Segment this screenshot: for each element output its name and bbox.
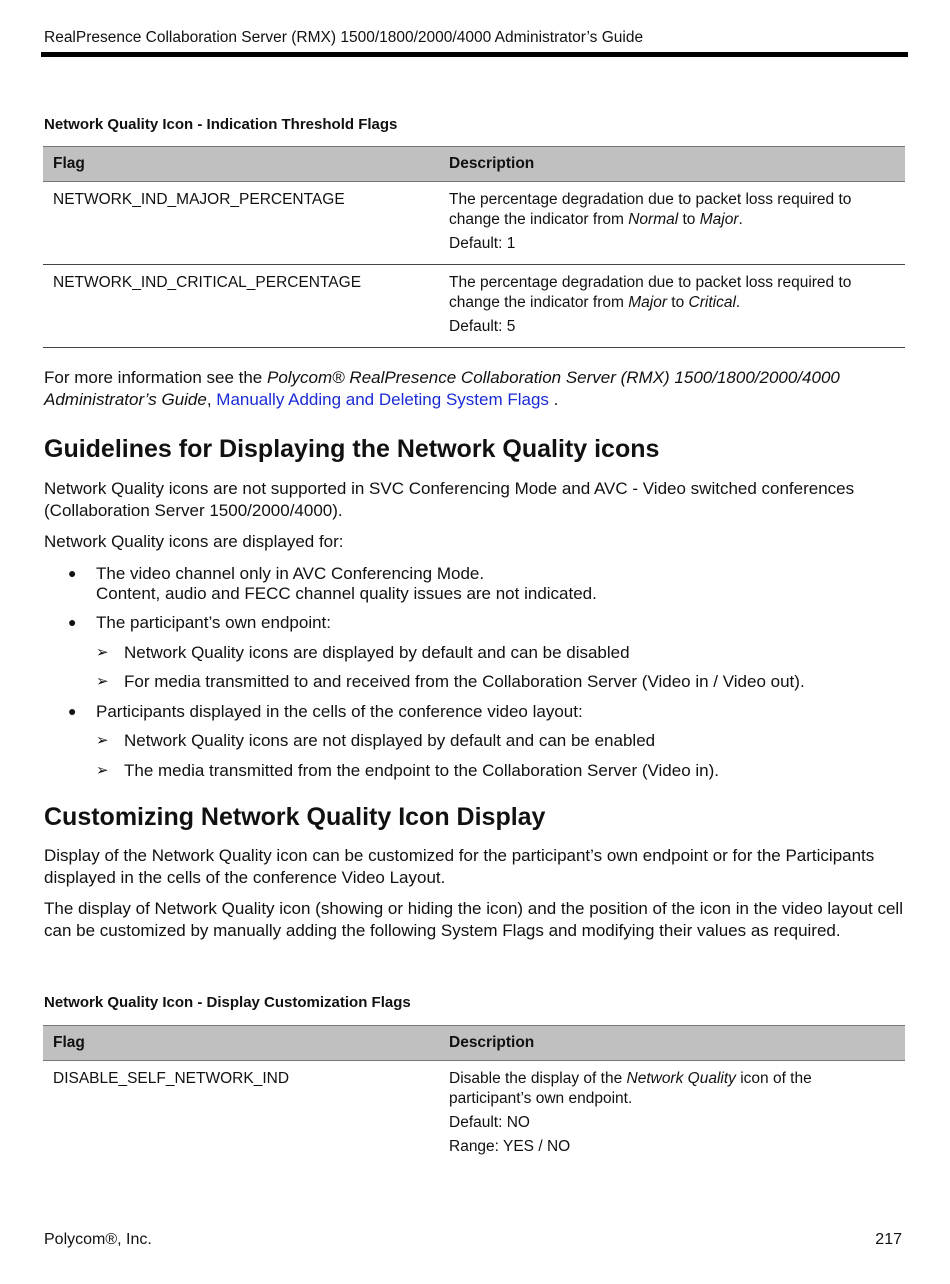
- text-run-italic: Network Quality: [626, 1070, 736, 1087]
- column-header-flag: Flag: [43, 1026, 444, 1061]
- bullet-icon: ●: [68, 614, 77, 630]
- bullet-icon: ●: [68, 703, 77, 719]
- list-item-text: Content, audio and FECC channel quality issues are not indicated.: [96, 584, 597, 603]
- paragraph: Display of the Network Quality icon can be customized for the participant’s own endpoint or for the Participants displayed in the cells of the conference Video Layout.: [44, 846, 875, 887]
- range-value: Range: YES / NO: [449, 1138, 571, 1155]
- text-run: The percentage degradation due to packet loss required to change the indicator from: [449, 274, 852, 311]
- flag-name: NETWORK_IND_MAJOR_PERCENTAGE: [43, 182, 444, 265]
- flag-description: [444, 182, 905, 265]
- arrow-bullet-icon: ➢: [96, 644, 109, 661]
- column-header-description: Description: [444, 1026, 905, 1061]
- column-header-description: Description: [444, 147, 905, 182]
- page-number: 217: [875, 1231, 902, 1248]
- table-row: [43, 182, 905, 265]
- more-info-paragraph: [44, 367, 906, 411]
- text-run: For more information see the: [44, 368, 267, 387]
- text-run: icon of the participant’s own endpoint.: [449, 1070, 812, 1107]
- section-heading-guidelines: Guidelines for Displaying the Network Quality icons: [44, 435, 660, 463]
- list-item-text: The participant’s own endpoint:: [96, 613, 332, 632]
- arrow-bullet-icon: ➢: [96, 762, 109, 779]
- arrow-bullet-icon: ➢: [96, 673, 109, 690]
- paragraph: Network Quality icons are not supported in SVC Conferencing Mode and AVC - Video switched conferences (Collaboration Server 1500/2000/4000).: [44, 479, 855, 520]
- footer-company: Polycom®, Inc.: [44, 1231, 152, 1248]
- threshold-flags-table: [43, 146, 905, 348]
- default-value: Default: 5: [449, 318, 516, 335]
- flag-description: [444, 1061, 905, 1168]
- sub-list-item-text: Network Quality icons are displayed by default and can be disabled: [124, 643, 630, 662]
- text-run: The percentage degradation due to packet loss required to change the indicator from: [449, 191, 852, 228]
- default-value: Default: NO: [449, 1114, 530, 1131]
- text-run: Disable the display of the: [449, 1070, 627, 1087]
- table-header-row: [43, 1026, 905, 1061]
- text-run: .: [735, 294, 741, 311]
- text-run: ,: [206, 390, 217, 409]
- arrow-bullet-icon: ➢: [96, 732, 109, 749]
- paragraph: The display of Network Quality icon (showing or hiding the icon) and the position of the icon in the video layout cell can be customized by manually adding the following System Flags and modifying their values as required.: [44, 899, 903, 940]
- text-run-italic: Critical: [688, 294, 736, 311]
- section-heading-customizing: Customizing Network Quality Icon Display: [44, 803, 546, 831]
- flag-name: DISABLE_SELF_NETWORK_IND: [53, 1070, 290, 1087]
- text-run: to: [678, 211, 700, 228]
- sub-list-item-text: Network Quality icons are not displayed by default and can be enabled: [124, 731, 656, 750]
- sub-list-item-text: The media transmitted from the endpoint to the Collaboration Server (Video in).: [124, 761, 719, 780]
- default-value: Default: 1: [449, 235, 516, 252]
- description-text: [449, 1069, 895, 1109]
- text-run-italic: Major: [628, 294, 667, 311]
- table-header-row: [43, 147, 905, 182]
- description-text: [449, 190, 895, 230]
- table-caption: Network Quality Icon - Indication Threshold Flags: [44, 116, 398, 133]
- text-run: .: [738, 211, 743, 228]
- system-flags-link[interactable]: Manually Adding and Deleting System Flags: [216, 390, 549, 409]
- book-title: Polycom® RealPresence Collaboration Server (RMX) 1500/1800/2000/4000 Administrator’s Guide: [44, 368, 840, 409]
- flag-name: NETWORK_IND_CRITICAL_PERCENTAGE: [43, 265, 444, 348]
- table-caption: Network Quality Icon - Display Customization Flags: [44, 994, 411, 1011]
- sub-list-item-text: For media transmitted to and received from the Collaboration Server (Video in / Video out).: [124, 672, 805, 691]
- text-run: to: [666, 294, 689, 311]
- column-header-flag: Flag: [43, 147, 444, 182]
- bullet-icon: ●: [68, 565, 77, 581]
- header-rule: [41, 52, 908, 57]
- display-customization-flags-table: [43, 1025, 905, 1167]
- table-row: [43, 265, 905, 348]
- table-row: [43, 1061, 905, 1168]
- text-run: .: [548, 390, 559, 409]
- list-item-text: The video channel only in AVC Conferencing Mode.: [96, 564, 485, 583]
- text-run-italic: Major: [699, 211, 739, 228]
- description-text: [449, 273, 895, 313]
- paragraph: Network Quality icons are displayed for:: [44, 532, 344, 551]
- list-item-text: Participants displayed in the cells of the conference video layout:: [96, 702, 583, 721]
- text-run-italic: Normal: [628, 211, 679, 228]
- flag-description: [444, 265, 905, 348]
- running-header: RealPresence Collaboration Server (RMX) 1500/1800/2000/4000 Administrator’s Guide: [44, 29, 644, 46]
